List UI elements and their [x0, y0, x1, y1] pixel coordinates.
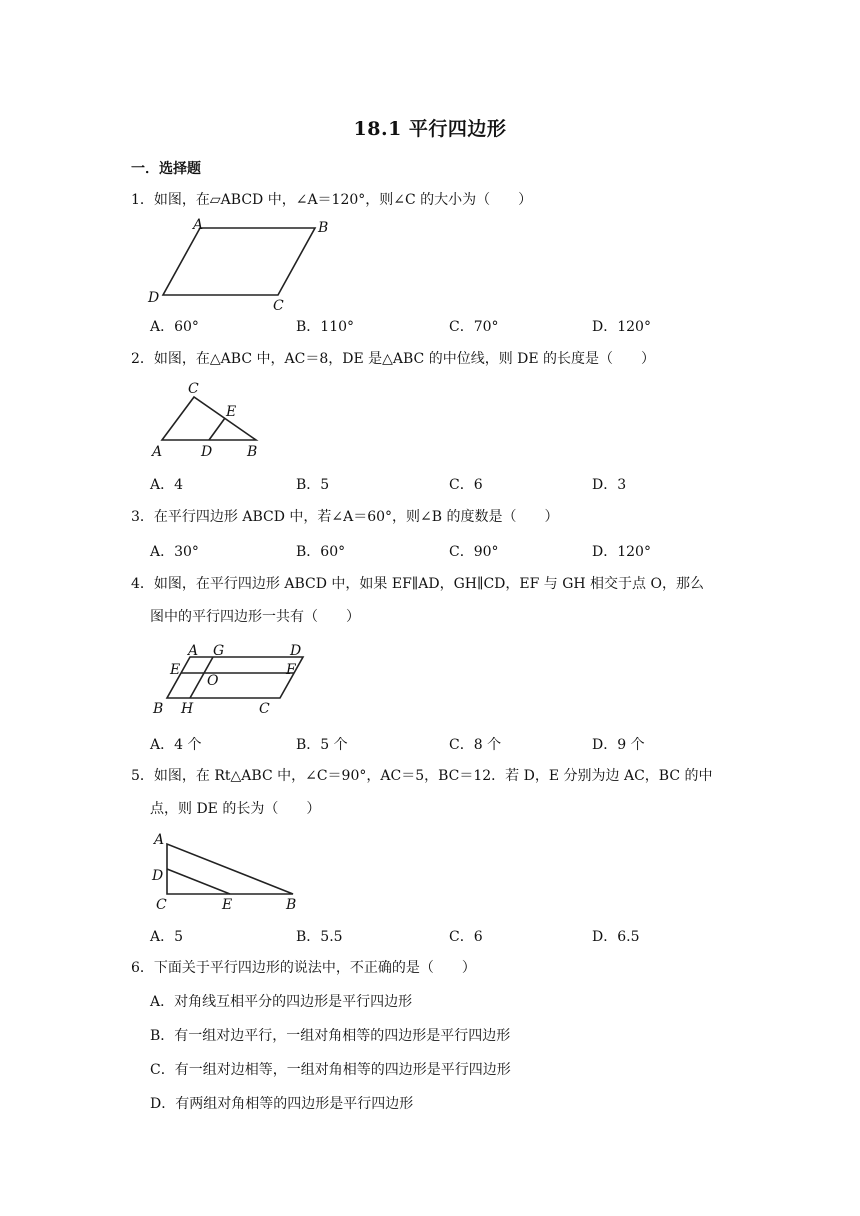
- option-c[interactable]: C．6: [449, 929, 483, 945]
- option-b[interactable]: B．60°: [296, 544, 346, 560]
- midline-de: [167, 869, 230, 894]
- question-2-stem: 2．如图，在△ABC 中，AC＝8，DE 是△ABC 的中位线，则 DE 的长度是（ ）: [131, 351, 656, 367]
- option-a[interactable]: A．60°: [150, 319, 199, 335]
- label-b: B: [318, 220, 329, 236]
- option-d[interactable]: D．120°: [592, 544, 651, 560]
- question-4-stem: 4．如图，在平行四边形 ABCD 中，如果 EF∥AD，GH∥CD，EF 与 GH 相交于点 O，那么: [131, 576, 704, 592]
- option-a[interactable]: A．4: [150, 477, 184, 493]
- label-c: C: [273, 298, 284, 314]
- parallelogram-figure-q1: [145, 216, 335, 314]
- label-a: A: [154, 832, 165, 848]
- label-b: B: [153, 701, 164, 717]
- option-b[interactable]: B．5 个: [296, 737, 348, 753]
- question-3-stem: 3．在平行四边形 ABCD 中，若∠A＝60°，则∠B 的度数是（ ）: [131, 509, 559, 525]
- option-d[interactable]: D．3: [592, 477, 627, 493]
- label-e: E: [222, 897, 233, 913]
- option-d[interactable]: D．120°: [592, 319, 651, 335]
- midline-de: [209, 418, 225, 440]
- label-c: C: [259, 701, 270, 717]
- page-title: 18.1 平行四边形: [353, 118, 507, 140]
- question-5-stem-cont: 点，则 DE 的长为（ ）: [150, 801, 321, 817]
- option-d[interactable]: D．9 个: [592, 737, 645, 753]
- label-f: F: [286, 662, 296, 678]
- label-c: C: [188, 381, 199, 397]
- option-b[interactable]: B．有一组对边平行，一组对角相等的四边形是平行四边形: [150, 1028, 511, 1044]
- label-o: O: [207, 673, 219, 689]
- label-e: E: [170, 662, 181, 678]
- question-6-stem: 6．下面关于平行四边形的说法中，不正确的是（ ）: [131, 960, 476, 976]
- option-c[interactable]: C．90°: [449, 544, 499, 560]
- parallelogram-abcd: [167, 657, 303, 698]
- option-c[interactable]: C．6: [449, 477, 483, 493]
- triangle-abc: [162, 397, 256, 440]
- parallelogram-figure-q4: [145, 640, 315, 720]
- label-a: A: [152, 444, 163, 460]
- option-b[interactable]: B．110°: [296, 319, 355, 335]
- option-c[interactable]: C．8 个: [449, 737, 502, 753]
- section-heading: 一．选择题: [131, 161, 201, 177]
- question-4-stem-cont: 图中的平行四边形一共有（ ）: [150, 609, 360, 625]
- option-a[interactable]: A．30°: [150, 544, 199, 560]
- parallelogram-abcd: [163, 228, 315, 295]
- label-g: G: [213, 643, 225, 659]
- label-e: E: [226, 404, 237, 420]
- label-a: A: [193, 217, 204, 233]
- question-5-stem: 5．如图，在 Rt△ABC 中，∠C＝90°，AC＝5，BC＝12．若 D，E 分别为边 AC，BC 的中: [131, 768, 713, 784]
- label-h: H: [181, 701, 194, 717]
- triangle-figure-q2: [145, 378, 275, 460]
- option-a[interactable]: A．4 个: [150, 737, 202, 753]
- label-d: D: [152, 868, 164, 884]
- option-d[interactable]: D．有两组对角相等的四边形是平行四边形: [150, 1096, 414, 1112]
- label-b: B: [286, 897, 297, 913]
- label-a: A: [188, 643, 199, 659]
- option-a[interactable]: A．对角线互相平分的四边形是平行四边形: [150, 994, 413, 1010]
- option-c[interactable]: C．有一组对边相等，一组对角相等的四边形是平行四边形: [150, 1062, 511, 1078]
- option-c[interactable]: C．70°: [449, 319, 499, 335]
- option-b[interactable]: B．5: [296, 477, 330, 493]
- label-b: B: [247, 444, 258, 460]
- label-d: D: [148, 290, 160, 306]
- right-triangle-abc: [167, 844, 293, 894]
- option-a[interactable]: A．5: [150, 929, 184, 945]
- label-d: D: [201, 444, 213, 460]
- question-1-stem: 1．如图，在▱ABCD 中，∠A＝120°，则∠C 的大小为（ ）: [131, 192, 533, 208]
- right-triangle-figure-q5: [145, 828, 315, 912]
- label-d: D: [290, 643, 302, 659]
- option-d[interactable]: D．6.5: [592, 929, 640, 945]
- option-b[interactable]: B．5.5: [296, 929, 343, 945]
- label-c: C: [156, 897, 167, 913]
